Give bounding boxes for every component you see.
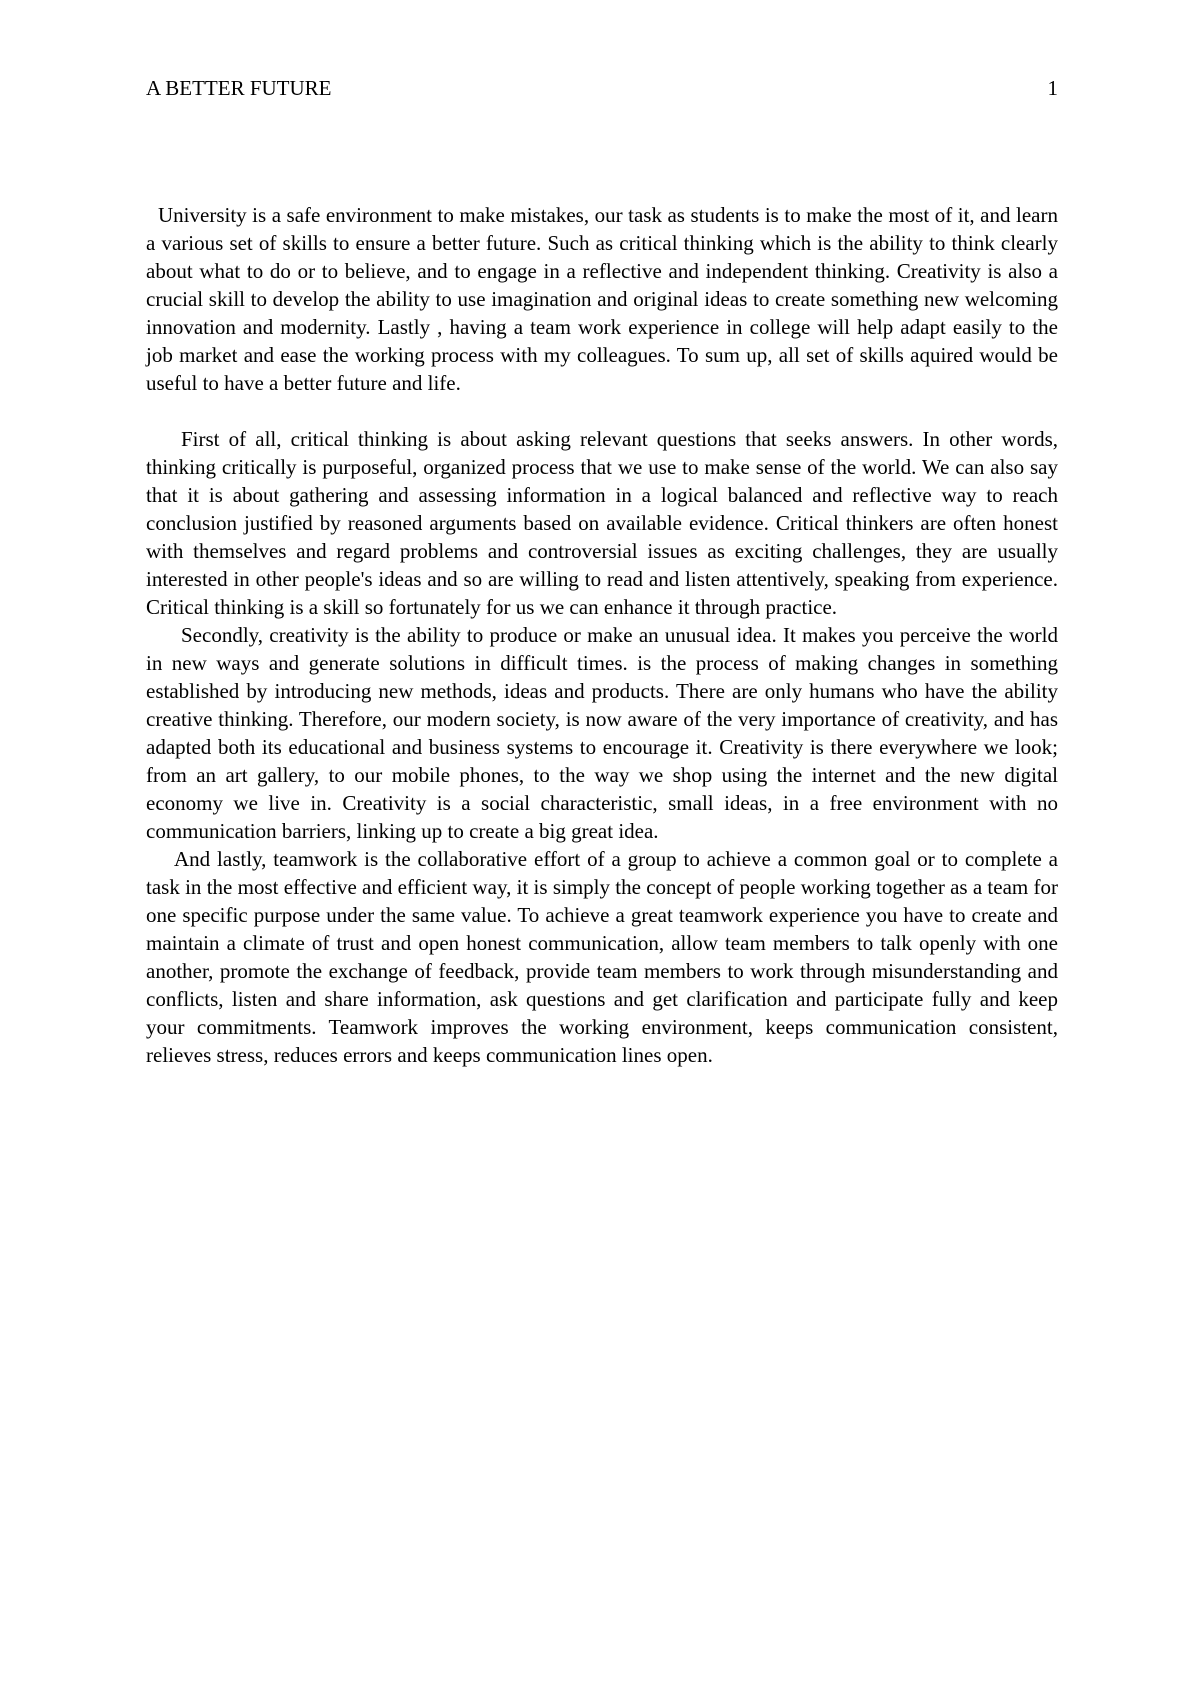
header-title: A BETTER FUTURE bbox=[146, 76, 332, 100]
page-number: 1 bbox=[1047, 76, 1058, 100]
paragraph-creativity: Secondly, creativity is the ability to produce or make an unusual idea. It makes you perceive the world in new ways and generate solutions in difficult times. is the process of making changes in something established by introducing new methods, ideas and products. There are only humans who have the ability creative thinking. Therefore, our modern society, is now aware of the very importance of creativity, and has adapted both its educational and business systems to encourage it. Creativity is there everywhere we look; from an art gallery, to our mobile phones, to the way we shop using the internet and the new digital economy we live in. Creativity is a social characteristic, small ideas, in a free environment with no communication barriers, linking up to create a big great idea. bbox=[146, 623, 1058, 843]
paragraph-teamwork: And lastly, teamwork is the collaborative effort of a group to achieve a common goal or to complete a task in the most effective and efficient way, it is simply the concept of people working together as a team for one specific purpose under the same value. To achieve a great teamwork experience you have to create and maintain a climate of trust and open honest communication, allow team members to talk openly with one another, promote the exchange of feedback, provide team members to work through misunderstanding and conflicts, listen and share information, ask questions and get clarification and participate fully and keep your commitments. Teamwork improves the working environment, keeps communication consistent, relieves stress, reduces errors and keeps communication lines open. bbox=[146, 847, 1058, 1067]
paragraph-critical-thinking: First of all, critical thinking is about asking relevant questions that seeks answers. In other words, thinking critically is purposeful, organized process that we use to make sense of the world. We can also say that it is about gathering and assessing information in a logical balanced and reflective way to reach conclusion justified by reasoned arguments based on available evidence. Critical thinkers are often honest with themselves and regard problems and controversial issues as exciting challenges, they are usually interested in other people's ideas and so are willing to read and listen attentively, speaking from experience. Critical thinking is a skill so fortunately for us we can enhance it through practice. bbox=[146, 427, 1058, 619]
running-head bbox=[146, 76, 1058, 100]
paragraph-introduction: University is a safe environment to make mistakes, our task as students is to make the most of it, and learn a various set of skills to ensure a better future. Such as critical thinking which is the ability to think clearly about what to do or to believe, and to engage in a reflective and independent thinking. Creativity is also a crucial skill to develop the ability to use imagination and original ideas to create something new welcoming innovation and modernity. Lastly , having a team work experience in college will help adapt easily to the job market and ease the working process with my colleagues. To sum up, all set of skills aquired would be useful to have a better future and life. bbox=[146, 203, 1058, 395]
document-body bbox=[146, 201, 1058, 1069]
